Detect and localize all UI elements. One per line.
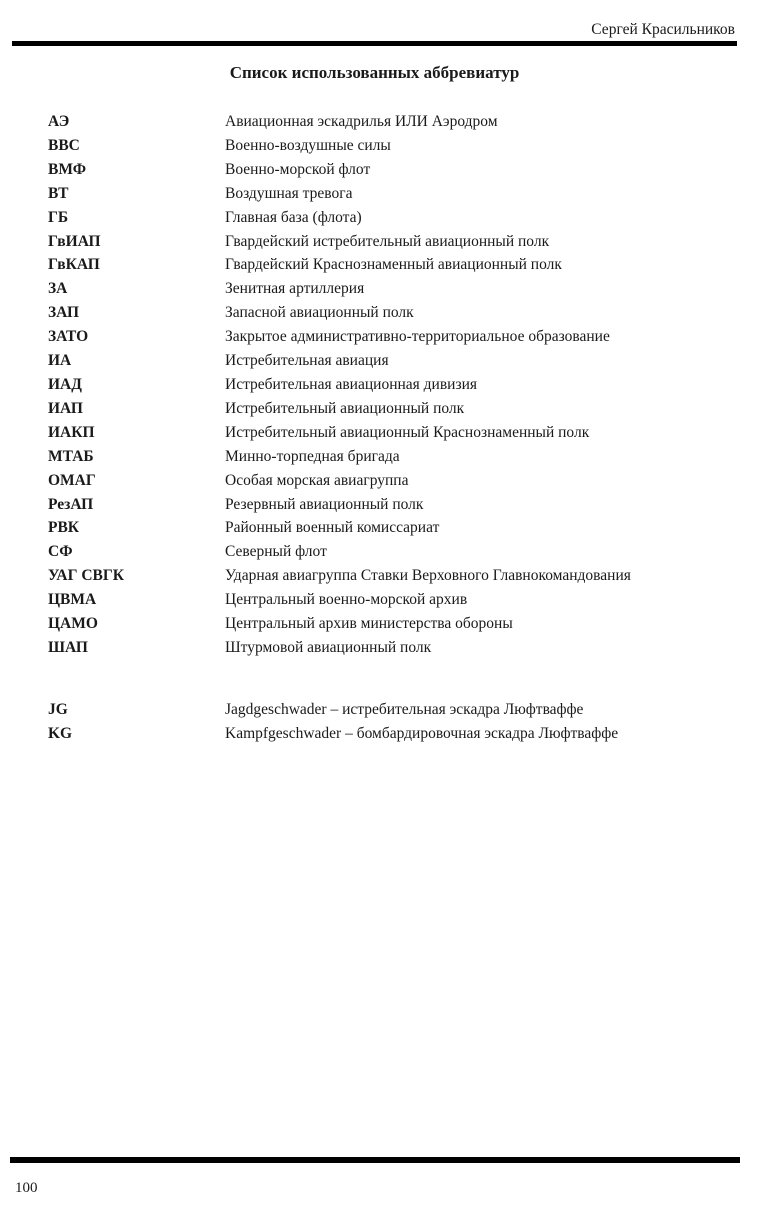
abbreviation-definition: Резервный авиационный полк <box>225 495 424 513</box>
abbreviation-definition: Военно-воздушные силы <box>225 136 391 154</box>
abbreviation-term: KG <box>48 724 73 742</box>
abbreviation-term: ЦВМА <box>48 591 97 609</box>
abbreviation-term: МТАБ <box>48 447 94 465</box>
abbreviation-definition: Авиационная эскадрилья ИЛИ Аэродром <box>225 113 498 130</box>
abbreviation-row <box>0 564 773 588</box>
abbreviation-definition: Особая морская авиагруппа <box>225 471 409 489</box>
abbreviation-term: ВМФ <box>48 160 87 178</box>
abbreviation-term: АЭ <box>48 113 70 130</box>
footer-rule <box>10 1157 740 1163</box>
running-header-author: Сергей Красильников <box>591 21 735 38</box>
abbreviation-definition: Истребительный авиационный полк <box>225 399 465 417</box>
abbreviation-definition: Центральный военно-морской архив <box>225 591 468 609</box>
foreign-abbreviation-list <box>0 698 773 746</box>
abbreviation-term: ЗА <box>48 280 68 298</box>
abbreviation-definition: Минно-торпедная бригада <box>225 447 400 465</box>
abbreviation-definition: Ударная авиагруппа Ставки Верховного Главнокомандования <box>225 567 631 585</box>
abbreviation-row <box>0 134 773 158</box>
abbreviation-term: ИАД <box>48 375 82 393</box>
abbreviation-definition: Главная база (флота) <box>225 208 362 226</box>
abbreviation-row <box>0 636 773 660</box>
abbreviation-definition: Штурмовой авиационный полк <box>225 638 432 656</box>
abbreviation-term: ГвИАП <box>48 232 101 250</box>
abbreviation-term: ВВС <box>48 136 80 154</box>
abbreviation-definition: Гвардейский истребительный авиационный полк <box>225 232 550 250</box>
abbreviation-row <box>0 421 773 445</box>
abbreviation-row <box>0 722 773 746</box>
abbreviation-definition: Воздушная тревога <box>225 184 353 202</box>
abbreviation-term: ШАП <box>48 638 88 656</box>
abbreviation-term: СФ <box>48 543 73 561</box>
abbreviation-row <box>0 540 773 564</box>
abbreviation-row <box>0 493 773 517</box>
abbreviation-term: РезАП <box>48 495 94 513</box>
abbreviation-row <box>0 277 773 301</box>
abbreviation-definition: Запасной авиационный полк <box>225 304 414 322</box>
abbreviation-row <box>0 230 773 254</box>
abbreviation-term: ИАП <box>48 399 83 417</box>
abbreviation-definition: Северный флот <box>225 543 327 561</box>
abbreviation-row <box>0 206 773 230</box>
abbreviation-row <box>0 469 773 493</box>
abbreviation-definition: Истребительная авиационная дивизия <box>225 375 478 393</box>
abbreviation-row <box>0 110 773 134</box>
abbreviation-term: ЦАМО <box>48 615 98 633</box>
abbreviation-definition: Истребительный авиационный Краснознаменный полк <box>225 423 590 441</box>
abbreviation-list <box>0 110 773 660</box>
abbreviation-term: ОМАГ <box>48 471 96 489</box>
abbreviation-term: ГБ <box>48 208 69 226</box>
abbreviation-row <box>0 158 773 182</box>
abbreviation-row <box>0 516 773 540</box>
abbreviation-row <box>0 588 773 612</box>
abbreviation-term: JG <box>48 701 68 718</box>
page-title: Список использованных аббревиатур <box>229 63 520 82</box>
abbreviation-term: ВТ <box>48 184 69 202</box>
abbreviation-definition: Военно-морской флот <box>225 160 371 178</box>
abbreviation-row <box>0 445 773 469</box>
abbreviation-row <box>0 397 773 421</box>
header-rule <box>12 41 737 46</box>
page-number: 100 <box>15 1180 38 1196</box>
abbreviation-definition: Jagdgeschwader – истребительная эскадра Люфтваффе <box>225 701 584 718</box>
abbreviation-row <box>0 182 773 206</box>
abbreviation-term: ИА <box>48 352 72 370</box>
abbreviation-term: РВК <box>48 519 80 537</box>
abbreviation-term: ГвКАП <box>48 256 100 274</box>
abbreviation-row <box>0 301 773 325</box>
abbreviation-definition: Гвардейский Краснознаменный авиационный полк <box>225 256 562 274</box>
abbreviation-definition: Центральный архив министерства обороны <box>225 615 513 633</box>
abbreviation-term: УАГ СВГК <box>48 567 124 585</box>
abbreviation-row <box>0 349 773 373</box>
abbreviation-definition: Зенитная артиллерия <box>225 280 365 298</box>
abbreviation-definition: Районный военный комиссариат <box>225 519 440 537</box>
abbreviation-term: ЗАТО <box>48 328 89 346</box>
abbreviation-row <box>0 612 773 636</box>
abbreviation-row <box>0 698 773 722</box>
abbreviation-definition: Закрытое административно-территориальное образование <box>225 328 610 346</box>
abbreviation-row <box>0 253 773 277</box>
abbreviation-row <box>0 373 773 397</box>
abbreviation-definition: Kampfgeschwader – бомбардировочная эскадра Люфтваффе <box>225 724 619 742</box>
abbreviation-row <box>0 325 773 349</box>
abbreviation-term: ИАКП <box>48 423 95 441</box>
abbreviation-definition: Истребительная авиация <box>225 352 389 370</box>
abbreviation-term: ЗАП <box>48 304 80 322</box>
